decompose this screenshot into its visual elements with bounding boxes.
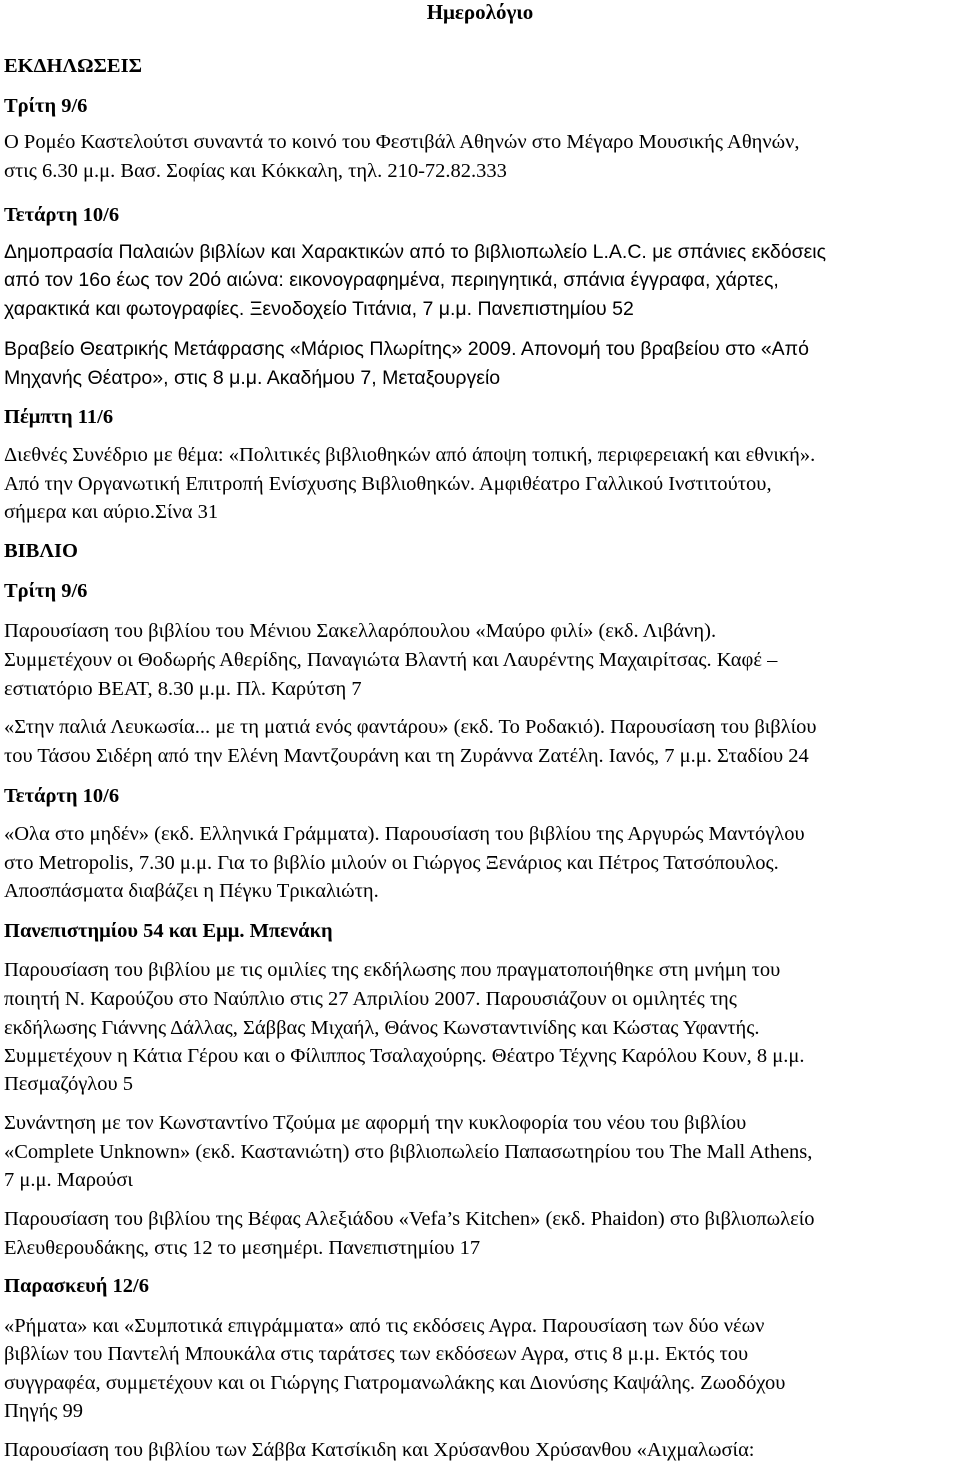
- text-line: «Ρήματα» και «Συμποτικά επιγράμματα» από τις εκδόσεις Αγρα. Παρουσίαση των δύο νέων: [4, 1315, 765, 1337]
- date-heading: Πέμπτη 11/6: [4, 406, 114, 428]
- text-line: Βραβείο Θεατρικής Μετάφρασης «Μάριος Πλωρίτης» 2009. Απονομή του βραβείου στο «Από: [4, 338, 809, 360]
- text-line: του Τάσου Σιδέρη από την Ελένη Μαντζουράνη και τη Ζυράννα Ζατέλη. Ιανός, 7 μ.μ. Σταδίου 24: [4, 745, 809, 767]
- text-line: στο Metropolis, 7.30 μ.μ. Για το βιβλίο μιλούν οι Γιώργος Ξενάριος και Πέτρος Τατσόπουλος.: [4, 852, 779, 874]
- text-line: Παρουσίαση του βιβλίου του Μένιου Σακελλαρόπουλου «Μαύρο φιλί» (εκδ. Λιβάνη).: [4, 620, 717, 642]
- text-line: Διεθνές Συνέδριο με θέμα: «Πολιτικές βιβλιοθηκών από άποψη τοπική, περιφερειακή και εθνική».: [4, 444, 816, 466]
- text-line: Ο Ρομέο Καστελούτσι συναντά το κοινό του Φεστιβάλ Αθηνών στο Μέγαρο Μουσικής Αθηνών,: [4, 131, 800, 153]
- date-heading: Τρίτη 9/6: [4, 580, 88, 602]
- text-line: Από την Οργανωτική Επιτροπή Ενίσχυσης Βιβλιοθηκών. Αμφιθέατρο Γαλλικού Ινστιτούτου,: [4, 473, 772, 495]
- section-heading-books: ΒΙΒΛΙΟ: [4, 540, 78, 562]
- text-line: Δημοπρασία Παλαιών βιβλίων και Χαρακτικών από το βιβλιοπωλείο L.A.C. με σπάνιες εκδόσεις: [4, 241, 827, 263]
- text-line: βιβλίων του Παντελή Μπουκάλα στις ταράτσες των εκδόσεων Αγρα, στις 8 μ.μ. Εκτός του: [4, 1343, 749, 1365]
- text-line: «Complete Unknown» (εκδ. Καστανιώτη) στο βιβλιοπωλείο Παπασωτηρίου του The Mall Athens,: [4, 1141, 813, 1163]
- text-line: εκδήλωσης Γιάννης Δάλλας, Σάββας Μιχαήλ, Θάνος Κωνσταντινίδης και Κώστας Υφαντής.: [4, 1017, 760, 1039]
- text-line: Παρουσίαση του βιβλίου της Βέφας Αλεξιάδου «Vefa’s Kitchen» (εκδ. Phaidon) στο βιβλιοπωλείο: [4, 1208, 815, 1230]
- text-line: Συμμετέχουν οι Θοδωρής Αθερίδης, Παναγιώτα Βλαντή και Λαυρέντης Μαχαιρίτσας. Καφέ –: [4, 649, 778, 671]
- date-heading: Τετάρτη 10/6: [4, 785, 120, 807]
- text-line: εστιατόριο BEAT, 8.30 μ.μ. Πλ. Καρύτση 7: [4, 678, 362, 700]
- text-line: Ελευθερουδάκης, στις 12 το μεσημέρι. Πανεπιστημίου 17: [4, 1237, 481, 1259]
- text-line: Συνάντηση με τον Κωνσταντίνο Τζούμα με αφορμή την κυκλοφορία του νέου του βιβλίου: [4, 1112, 747, 1134]
- section-heading-events: ΕΚΔΗΛΩΣΕΙΣ: [4, 55, 142, 77]
- text-line: χαρακτικά και φωτογραφίες. Ξενοδοχείο Τιτάνια, 7 μ.μ. Πανεπιστημίου 52: [4, 298, 634, 320]
- text-line: Παρουσίαση του βιβλίου με τις ομιλίες της εκδήλωσης που πραγματοποιήθηκε στη μνήμη του: [4, 959, 781, 981]
- text-line: «Στην παλιά Λευκωσία... με τη ματιά ενός φαντάρου» (εκδ. Το Ροδακιό). Παρουσίαση του βιβλίου: [4, 716, 817, 738]
- document-title: Ημερολόγιο: [426, 0, 534, 24]
- text-line: σήμερα και αύριο.Σίνα 31: [4, 501, 219, 523]
- date-heading: Παρασκευή 12/6: [4, 1275, 149, 1297]
- text-line: «Ολα στο μηδέν» (εκδ. Ελληνικά Γράμματα). Παρουσίαση του βιβλίου της Αργυρώς Μαντόγλου: [4, 823, 805, 845]
- text-line: Συμμετέχουν η Κάτια Γέρου και ο Φίλιππος Τσαλαχούρης. Θέατρο Τέχνης Καρόλου Κουν, 8 μ.μ.: [4, 1045, 805, 1067]
- text-line: Πηγής 99: [4, 1400, 84, 1422]
- text-line: 7 μ.μ. Μαρούσι: [4, 1169, 133, 1191]
- text-line: Πεσμαζόγλου 5: [4, 1073, 133, 1095]
- text-line: από τον 16ο έως τον 20ό αιώνα: εικονογραφημένα, περιηγητικά, σπάνια έγγραφα, χάρτες,: [4, 269, 779, 291]
- text-line: Παρουσίαση του βιβλίου των Σάββα Κατσίκιδη και Χρύσανθου Χρύσανθου «Αιχμαλωσία:: [4, 1439, 755, 1461]
- text-line: ποιητή Ν. Καρούζου στο Ναύπλιο στις 27 Απριλίου 2007. Παρουσιάζουν οι ομιλητές της: [4, 988, 737, 1010]
- text-line: συγγραφέα, συμμετέχουν και οι Γιώργης Γιατρομανωλάκης και Διονύσης Καψάλης. Ζωοδόχου: [4, 1372, 786, 1394]
- text-line: Μηχανής Θέατρο», στις 8 μ.μ. Ακαδήμου 7, Μεταξουργείο: [4, 367, 501, 389]
- date-heading: Τρίτη 9/6: [4, 95, 88, 117]
- venue-heading: Πανεπιστημίου 54 και Εμμ. Μπενάκη: [4, 920, 333, 942]
- text-line: Αποσπάσματα διαβάζει η Πέγκυ Τρικαλιώτη.: [4, 880, 379, 902]
- text-line: στις 6.30 μ.μ. Βασ. Σοφίας και Κόκκαλη, τηλ. 210-72.82.333: [4, 160, 507, 182]
- date-heading: Τετάρτη 10/6: [4, 204, 120, 226]
